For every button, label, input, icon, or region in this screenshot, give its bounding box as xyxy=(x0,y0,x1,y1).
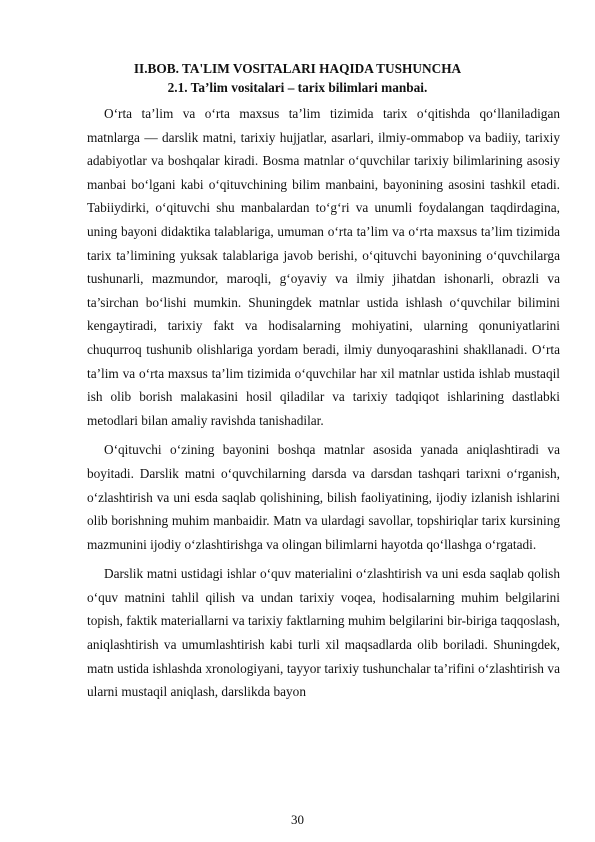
chapter-title: II.BOB. TA'LIM VOSITALARI HAQIDA TUSHUNCHA xyxy=(133,61,462,76)
paragraph: O‘qituvchi o‘zining bayonini boshqa matnlar asosida yanada aniqlashtiradi va boyitadi. Darslik matni o‘quvchilarning darsda va darsdan tashqari tarixni o‘rganish, o‘zlashtirish va uni esda saqlab qolishining, bilish faoliyatining, ijodiy izlanish ishlarini olib borishning muhim manbaidir. Matn va ulardagi savollar, topshiriqlar tarix kursining mazmunini ijodiy o‘zlashtirishga va olingan bilimlarni hayotda qo‘llashga o‘rgatadi. xyxy=(87,442,560,552)
paragraph: Darslik matni ustidagi ishlar o‘quv materialini o‘zlashtirish va uni esda saqlab qolish o‘quv matnini tahlil qilish va undan tarixiy voqea, hodisalarning muhim belgilarini topish, faktik materiallarni va tarixiy faktlarning muhim belgilarini bir-biriga taqqoslash, aniqlashtirish va umumlashtirish kabi turli xil maqsadlarda olib boriladi. Shuningdek, matn ustida ishlashda xronologiyani, tayyor tarixiy tushunchalar ta’rifini o‘zlashtirish va ularni mustaqil aniqlash, darslikda bayon xyxy=(87,566,560,700)
body-text xyxy=(87,102,560,710)
paragraph: O‘rta ta’lim va o‘rta maxsus ta’lim tizimida tarix o‘qitishda qo‘llaniladigan matnlarga — darslik matni, tarixiy hujjatlar, asarlari, ilmiy-ommabop va badiiy, tarixiy adabiyotlar va boshqalar kiradi. Bosma matnlar o‘quvchilar tarixiy bilimlarining asosiy manbai bo‘lgani kabi o‘qituvchining bilim manbaini, bayonining asosini tashkil etadi. Tabiiydirki, o‘qituvchi shu manbalardan to‘g‘ri va unumli foydalangan taqdirdagina, uning bayoni didaktika talablariga, umuman o‘rta ta’lim va o‘rta maxsus ta’lim tizimida tarix ta’limining yuksak talablariga javob berishi, o‘qituvchi bayonining o‘quvchilarga tushunarli, mazmundor, maroqli, g‘oyaviy va ilmiy jihatdan ishonarli, obrazli va ta’sirchan bo‘lishi mumkin. Shuningdek matnlar ustida ishlash o‘quvchilar bilimini kengaytiradi, tarixiy fakt va hodisalarning mohiyatini, ularning qonuniyatlarini chuqurroq tushunib olishlariga yordam beradi, ilmiy dunyoqarashini shakllanadi. O‘rta ta’lim va o‘rta maxsus ta’lim tizimida o‘quvchilar har xil matnlar ustida ishlab mustaqil ish olib borish malakasini hosil qiladilar va tarixiy tadqiqot ishlarining dastlabki metodlari bilan amaliy ravishda tanishadilar. xyxy=(87,106,560,428)
section-title: 2.1. Ta’lim vositalari – tarix bilimlari manbai. xyxy=(167,80,428,95)
page-number: 30 xyxy=(291,812,304,827)
